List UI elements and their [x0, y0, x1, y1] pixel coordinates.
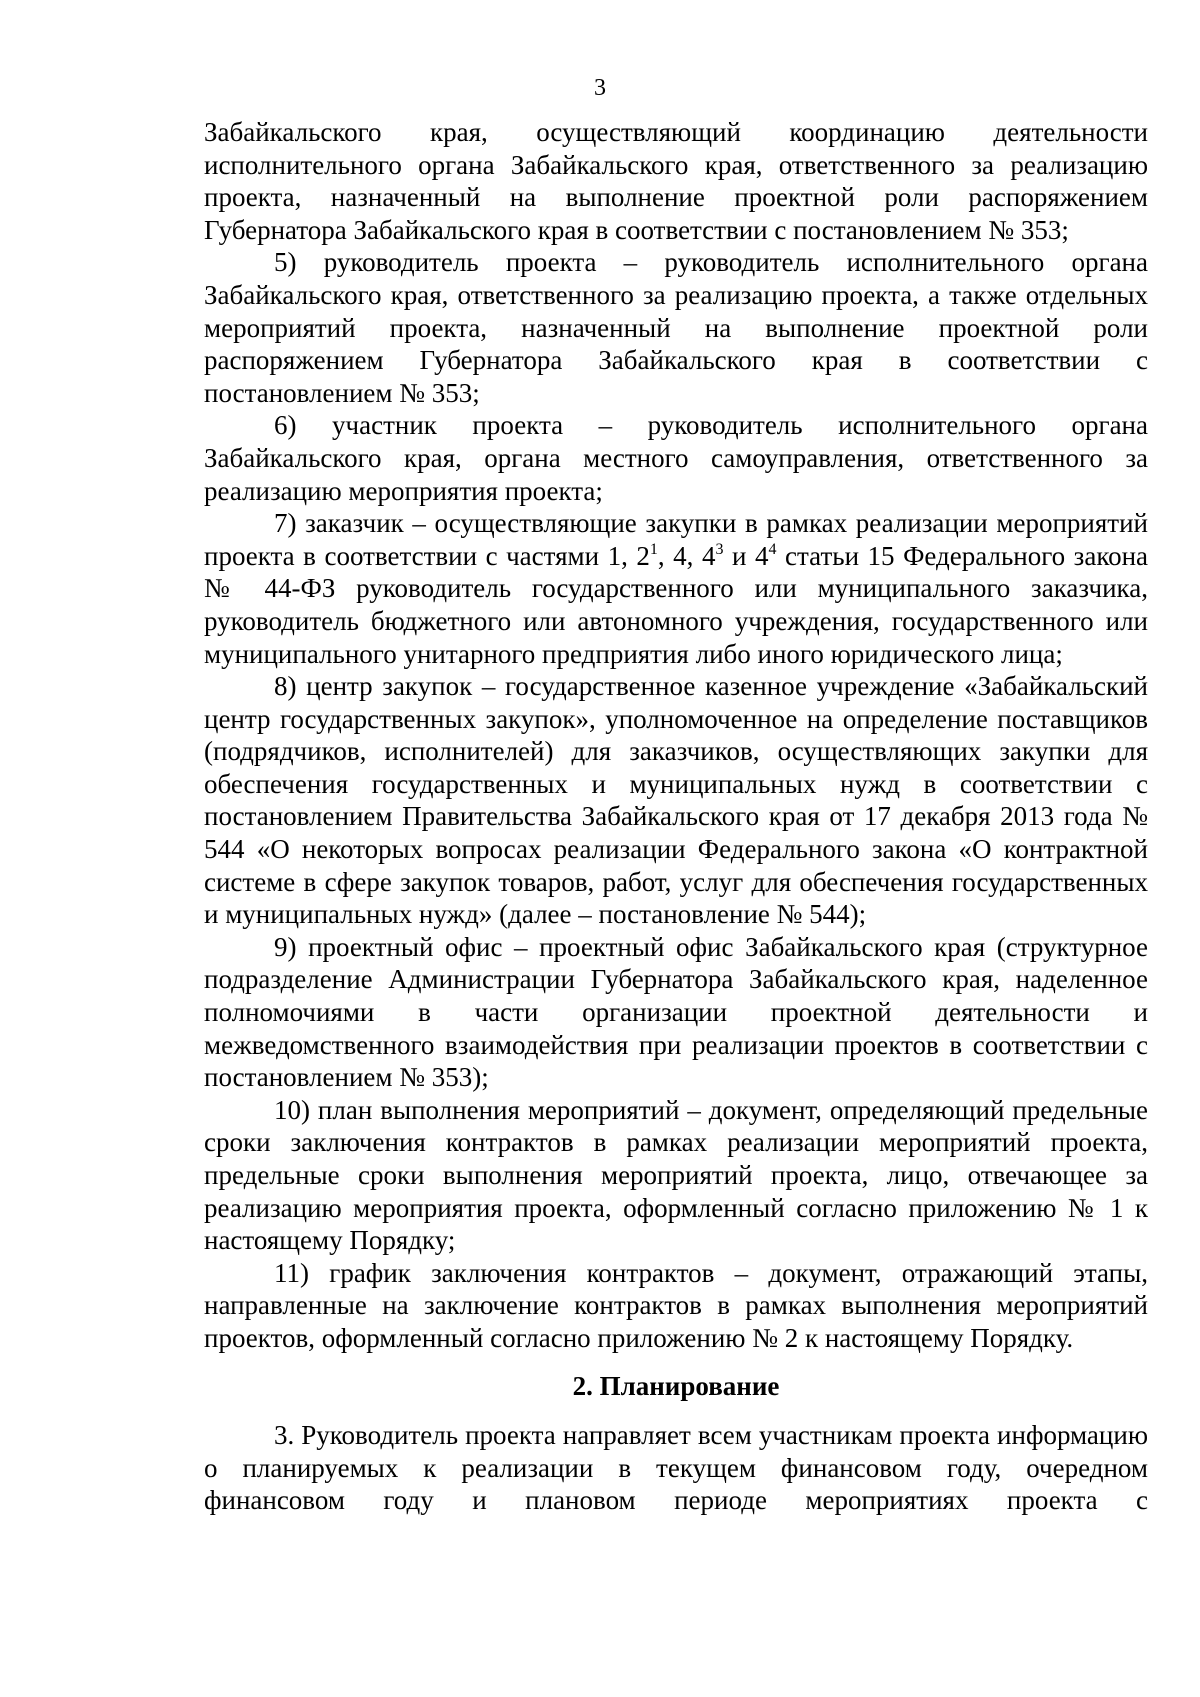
superscript-4: 4: [768, 540, 777, 558]
paragraph-item-7: [204, 507, 1148, 670]
item-7-text-before: 7) заказчик – осуществляющие закупки в рамках реализации мероприятий проекта в соответствии с частями 1, 2: [204, 508, 1148, 571]
paragraph-item-10: 10) план выполнения мероприятий – документ, определяющий предельные сроки заключения контрактов в рамках реализации мероприятий проекта, предельные сроки выполнения мероприятий проекта, лицо, отвечающее за реализацию мероприятия проекта, оформленный согласно приложению № 1 к настоящему Порядку;: [204, 1094, 1148, 1256]
paragraph-continued: Забайкальского края, осуществляющий координацию деятельности исполнительного органа Забайкальского края, ответственного за реализацию проекта, назначенный на выполнение проектной роли распоряжением Губернатора Забайкальского края в соответствии с постановлением № 353;: [204, 117, 1148, 245]
item-7-text-mid-2: и 4: [723, 540, 769, 571]
superscript-1: 1: [649, 540, 658, 558]
document-body: [204, 116, 1148, 1517]
paragraph-item-6: 6) участник проекта – руководитель исполнительного органа Забайкальского края, органа местного самоуправления, ответственного за реализацию мероприятия проекта;: [204, 410, 1148, 506]
paragraph-item-5: 5) руководитель проекта – руководитель исполнительного органа Забайкальского края, ответственного за реализацию проекта, а также отдельных мероприятий проекта, назначенный на выполнение проектной роли распоряжением Губернатора Забайкальского края в соответствии с постановлением № 353;: [204, 247, 1148, 408]
page-number: 3: [594, 75, 606, 101]
paragraph-item-9: 9) проектный офис – проектный офис Забайкальского края (структурное подразделение Администрации Губернатора Забайкальского края, наделенное полномочиями в части организации проектной деятельности и межведомственного взаимодействия при реализации проектов в соответствии с постановлением № 353);: [204, 931, 1148, 1093]
paragraph-item-11: 11) график заключения контрактов – документ, отражающий этапы, направленные на заключение контрактов в рамках выполнения мероприятий проектов, оформленный согласно приложению № 2 к настоящему Порядку.: [204, 1257, 1148, 1353]
paragraph-section-3: 3. Руководитель проекта направляет всем участникам проекта информацию о планируемых к реализации в текущем финансовом году, очередном финансовом году и плановом периоде мероприятиях проекта с: [204, 1420, 1148, 1516]
section-heading: 2. Планирование: [572, 1370, 780, 1401]
item-7-text-after: статьи 15 Федерального закона № 44-ФЗ руководитель государственного или муниципального заказчика, руководитель бюджетного или автономного учреждения, государственного или муниципального унитарного предприятия либо иного юридического лица;: [204, 540, 1149, 669]
paragraph-item-8: 8) центр закупок – государственное казенное учреждение «Забайкальский центр государственных закупок», уполномоченное на определение поставщиков (подрядчиков, исполнителей) для заказчиков, осуществляющих закупки для обеспечения государственных и муниципальных нужд в соответствии с постановлением Правительства Забайкальского края от 17 декабря 2013 года № 544 «О некоторых вопросах реализации Федерального закона «О контрактной системе в сфере закупок товаров, работ, услуг для обеспечения государственных и муниципальных нужд» (далее – постановление № 544);: [204, 671, 1148, 930]
superscript-3: 3: [715, 540, 724, 558]
item-7-text-mid-1: , 4, 4: [657, 540, 716, 571]
